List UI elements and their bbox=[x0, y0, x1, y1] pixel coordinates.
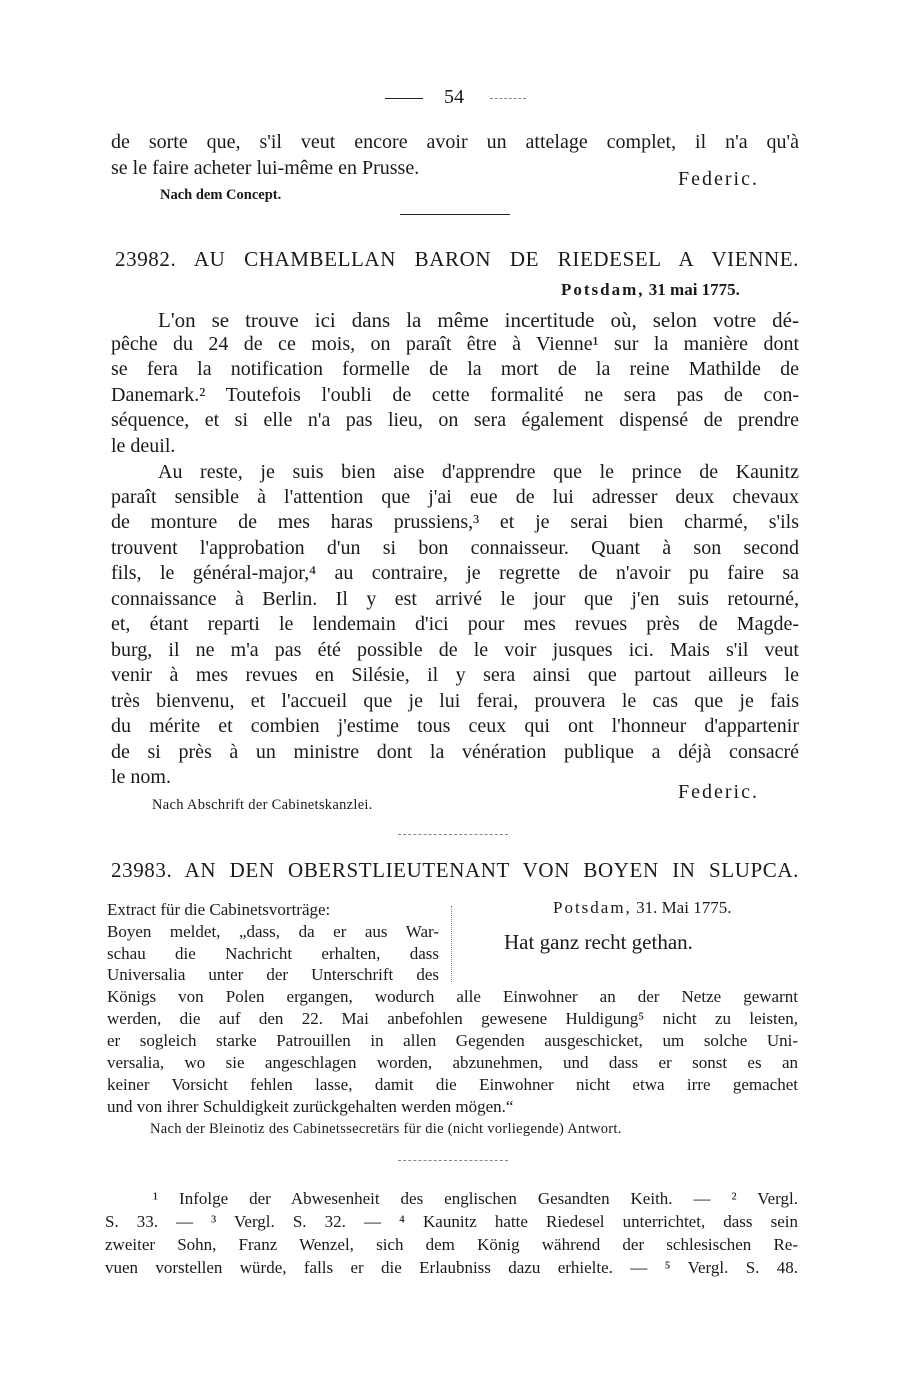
prev-source: Nach dem Concept. bbox=[160, 187, 282, 203]
letter1-date-value: 31 mai 1775. bbox=[648, 280, 740, 299]
footnote-line: zweiter Sohn, Franz Wenzel, sich dem König während der schlesischen Re- bbox=[105, 1235, 798, 1254]
letter2-reply: Hat ganz recht gethan. bbox=[504, 930, 693, 954]
letter1-line: pêche du 24 de ce mois, on paraît être à Vienne¹ sur la manière dont bbox=[111, 333, 799, 355]
extract-column-separator bbox=[451, 906, 452, 982]
footnote-divider bbox=[398, 1160, 508, 1161]
letter1-line: très bienvenu, et l'accueil que je lui ferai, prouvera le cas que je fais bbox=[111, 690, 799, 712]
extract-line: schau die Nachricht erhalten, dass bbox=[107, 944, 439, 963]
letter1-source: Nach Abschrift der Cabinetskanzlei. bbox=[152, 797, 373, 813]
letter1-line: Danemark.² Toutefois l'oubli de cette formalité ne sera pas de con- bbox=[111, 384, 799, 406]
letter1-line: L'on se trouve ici dans la même incertitude où, selon votre dé- bbox=[158, 308, 799, 332]
letter1-line: le nom. bbox=[111, 766, 171, 788]
letter1-line: Au reste, je suis bien aise d'apprendre que le prince de Kaunitz bbox=[158, 461, 799, 483]
letter1-line: connaissance à Berlin. Il y est arrivé le jour que j'en suis retourné, bbox=[111, 588, 799, 610]
letter1-line: et, étant reparti le lendemain d'ici pour mes revues près de Magde- bbox=[111, 613, 799, 635]
letter2-heading: 23983. AN DEN OBERSTLIEUTENANT VON BOYEN IN SLUPCA. bbox=[111, 858, 799, 882]
footnote-line: S. 33. — ³ Vergl. S. 32. — ⁴ Kaunitz hatte Riedesel unterrichtet, dass sein bbox=[105, 1212, 798, 1231]
extract-full-line: er sogleich starke Patrouillen in allen Gegenden ausgeschicket, um solche Uni- bbox=[107, 1031, 798, 1050]
letter1-line: séquence, et si elle n'a pas lieu, on sera également dispensé de prendre bbox=[111, 409, 799, 431]
letter1-date-place: Potsdam, bbox=[561, 280, 645, 299]
page-number: 54 bbox=[444, 86, 464, 108]
letter1-date bbox=[561, 280, 740, 300]
extract-full-line: keiner Vorsicht fehlen lasse, damit die Einwohner nicht etwa irre gemachet bbox=[107, 1075, 798, 1094]
letter1-line: de monture de mes haras prussiens,³ et je serai bien charmé, s'ils bbox=[111, 511, 799, 533]
letter1-line: fils, le général-major,⁴ au contraire, je regrette de n'avoir pu faire sa bbox=[111, 562, 799, 584]
section-divider-2 bbox=[398, 834, 508, 835]
extract-full-line: und von ihrer Schuldigkeit zurückgehalten werden mögen.“ bbox=[107, 1097, 514, 1116]
letter1-line: de si près à un ministre dont la vénération publique a déjà consacré bbox=[111, 741, 799, 763]
header-rule-right bbox=[490, 98, 526, 99]
letter1-line: burg, il ne m'a pas été possible de le voir jusques ici. Mais s'il veut bbox=[111, 639, 799, 661]
letter2-date-place: Potsdam, bbox=[553, 898, 632, 917]
letter1-heading: 23982. AU CHAMBELLAN BARON DE RIEDESEL A VIENNE. bbox=[115, 247, 799, 271]
footnote-line: ¹ Infolge der Abwesenheit des englischen Gesandten Keith. — ² Vergl. bbox=[153, 1189, 798, 1208]
letter1-line: trouvent l'approbation d'un si bon connaisseur. Quant à son second bbox=[111, 537, 799, 559]
letter1-line: du mérite et combien j'estime tous ceux qui ont l'honneur d'appartenir bbox=[111, 715, 799, 737]
prev-line-1: de sorte que, s'il veut encore avoir un attelage complet, il n'a qu'à bbox=[111, 131, 799, 153]
section-divider-1 bbox=[400, 214, 510, 215]
header-rule-left bbox=[385, 98, 423, 99]
extract-line: Extract für die Cabinetsvorträge: bbox=[107, 900, 331, 919]
prev-signature: Federic. bbox=[678, 168, 759, 190]
letter1-signature: Federic. bbox=[678, 781, 759, 803]
prev-line-2: se le faire acheter lui-même en Prusse. bbox=[111, 157, 420, 179]
letter2-date-value: 31. Mai 1775. bbox=[636, 898, 732, 917]
letter1-line: se fera la notification formelle de la mort de la reine Mathilde de bbox=[111, 358, 799, 380]
letter1-line: venir à mes revues en Silésie, il y sera ainsi que partout ailleurs le bbox=[111, 664, 799, 686]
footnote-line: vuen vorstellen würde, falls er die Erlaubniss dazu erhielte. — ⁵ Vergl. S. 48. bbox=[105, 1258, 798, 1277]
extract-line: Universalia unter der Unterschrift des bbox=[107, 965, 439, 984]
extract-full-line: Königs von Polen ergangen, wodurch alle Einwohner an der Netze gewarnt bbox=[107, 987, 798, 1006]
letter2-source: Nach der Bleinotiz des Cabinetssecretärs für die (nicht vorliegende) Antwort. bbox=[150, 1121, 622, 1137]
extract-full-line: werden, die auf den 22. Mai anbefohlen gewesene Huldigung⁵ nicht zu leisten, bbox=[107, 1009, 798, 1028]
letter1-line: le deuil. bbox=[111, 435, 176, 457]
extract-full-line: versalia, wo sie angeschlagen worden, abzunehmen, und dass er sonst es an bbox=[107, 1053, 798, 1072]
letter1-line: paraît sensible à l'attention que j'ai eue de lui adresser deux chevaux bbox=[111, 486, 799, 508]
letter2-date bbox=[553, 898, 731, 918]
extract-line: Boyen meldet, „dass, da er aus War- bbox=[107, 922, 439, 941]
